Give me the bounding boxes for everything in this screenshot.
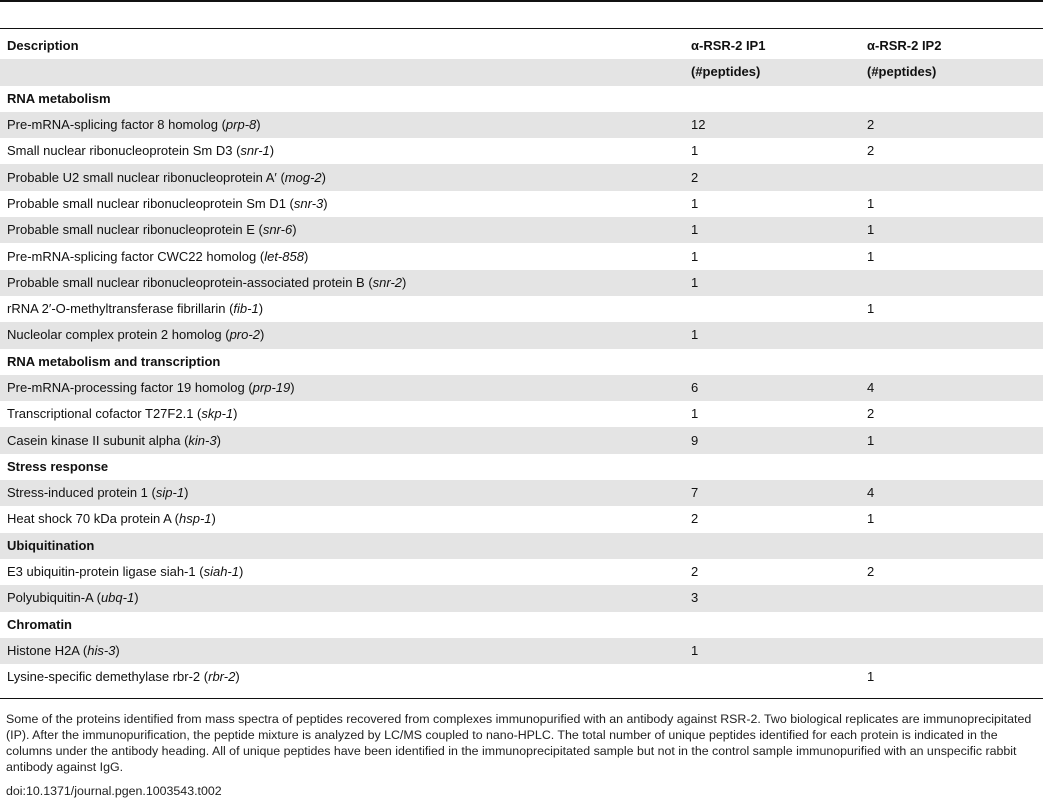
header-ip1: α-RSR-2 IP1 — [691, 38, 766, 54]
header-subrow — [0, 59, 1043, 85]
section-row — [0, 454, 1043, 480]
gene-name: let-858 — [264, 248, 304, 264]
gene-name: ubq-1 — [100, 590, 135, 606]
table-row — [0, 585, 1043, 611]
ip2-count: 1 — [860, 217, 1043, 243]
section-blank — [684, 533, 860, 559]
header-ip1-sub: (#peptides) — [684, 59, 860, 85]
protein-name: Small nuclear ribonucleoprotein Sm D3 — [7, 143, 233, 159]
table-row — [0, 112, 1043, 138]
table-row — [0, 270, 1043, 296]
ip1-count: 12 — [684, 112, 860, 138]
ip2-count — [860, 322, 1043, 348]
protein-description: Transcriptional cofactor T27F2.1 (skp-1) — [7, 406, 238, 422]
header-blank — [0, 59, 684, 85]
ip1-count: 1 — [684, 322, 860, 348]
table-row — [0, 243, 1043, 269]
protein-name: rRNA 2′-O-methyltransferase fibrillarin — [7, 301, 226, 317]
table-row — [0, 638, 1043, 664]
protein-name: Probable small nuclear ribonucleoprotein-associated protein B — [7, 274, 365, 290]
gene-name: siah-1 — [203, 564, 239, 580]
ip2-count: 1 — [867, 248, 875, 264]
table-row — [0, 427, 1043, 453]
protein-name: Casein kinase II subunit alpha — [7, 432, 181, 448]
protein-description: Casein kinase II subunit alpha (kin-3) — [0, 427, 684, 453]
table-row — [0, 480, 1043, 506]
section-row — [0, 612, 1043, 638]
protein-description: Polyubiquitin-A (ubq-1) — [0, 585, 684, 611]
section-row — [0, 86, 1043, 112]
gene-name: hsp-1 — [179, 511, 212, 527]
gene-name: snr-6 — [262, 222, 293, 238]
ip1-count: 2 — [684, 164, 860, 190]
table-row — [0, 506, 1043, 532]
ip2-count: 4 — [860, 375, 1043, 401]
section-blank — [684, 454, 860, 480]
gene-name: fib-1 — [233, 301, 259, 317]
ip2-count: 4 — [860, 480, 1043, 506]
ip2-count: 2 — [867, 143, 875, 159]
protein-description: Probable small nuclear ribonucleoprotein Sm D1 (snr-3) — [7, 195, 328, 211]
ip1-count — [684, 296, 860, 322]
ip2-count: 1 — [867, 301, 875, 317]
ip2-count — [860, 585, 1043, 611]
ip2-count — [860, 270, 1043, 296]
gene-name: snr-3 — [293, 195, 324, 211]
ip1-count: 1 — [684, 638, 860, 664]
doi-line: doi:10.1371/journal.pgen.1003543.t002 — [6, 784, 222, 798]
gene-name: rbr-2 — [208, 669, 236, 685]
ip1-count: 2 — [691, 564, 699, 580]
header-ip2: α-RSR-2 IP2 — [867, 38, 942, 54]
protein-name: Nucleolar complex protein 2 homolog — [7, 327, 222, 343]
header-ip2-sub: (#peptides) — [860, 59, 1043, 85]
protein-name: Pre-mRNA-splicing factor 8 homolog — [7, 117, 218, 133]
table-row — [0, 191, 1043, 217]
header-row — [0, 33, 1043, 59]
gene-name: sip-1 — [155, 485, 185, 501]
table-row — [0, 401, 1043, 427]
section-blank — [684, 349, 860, 375]
ip2-count: 2 — [860, 112, 1043, 138]
table-row — [0, 217, 1043, 243]
protein-description: Probable small nuclear ribonucleoprotein E (snr-6) — [0, 217, 684, 243]
protein-name: Probable small nuclear ribonucleoprotein Sm D1 — [7, 195, 286, 211]
protein-description: Probable U2 small nuclear ribonucleoprotein A′ (mog-2) — [0, 164, 684, 190]
protein-description: Pre-mRNA-splicing factor 8 homolog (prp-8) — [0, 112, 684, 138]
protein-name: Histone H2A — [7, 642, 80, 658]
bottom-rule — [0, 698, 1043, 699]
section-label: Chromatin — [7, 616, 72, 632]
top-rule — [0, 0, 1043, 2]
section-label: RNA metabolism and transcription — [7, 353, 221, 369]
ip2-count: 2 — [867, 564, 875, 580]
gene-name: kin-3 — [188, 432, 217, 448]
protein-description: Stress-induced protein 1 (sip-1) — [0, 480, 684, 506]
gene-name: skp-1 — [201, 406, 234, 422]
table-row — [0, 296, 1043, 322]
ip1-count: 2 — [691, 511, 699, 527]
protein-name: Stress-induced protein 1 — [7, 485, 148, 501]
ip1-count: 1 — [684, 270, 860, 296]
protein-description: Lysine-specific demethylase rbr-2 (rbr-2) — [7, 669, 240, 685]
section-blank — [860, 533, 1043, 559]
ip2-count: 1 — [867, 511, 875, 527]
table-row — [0, 559, 1043, 585]
section-blank — [860, 612, 1043, 638]
ip1-count: 1 — [691, 406, 699, 422]
ip1-count: 1 — [691, 195, 699, 211]
table-body — [0, 86, 1043, 691]
protein-name: Pre-mRNA-processing factor 19 homolog — [7, 380, 245, 395]
section-blank — [684, 86, 860, 112]
protein-name: Heat shock 70 kDa protein A — [7, 511, 172, 527]
protein-description: Small nuclear ribonucleoprotein Sm D3 (snr-1) — [7, 143, 275, 159]
section-row — [0, 533, 1043, 559]
table-row — [0, 664, 1043, 690]
table-footnote: Some of the proteins identified from mass spectra of peptides recovered from complexes immunopurified with an antibody against RSR-2. Two biological replicates are immunoprecipitated (IP). After the immunopurification, the peptide mixture is analyzed by LC/MS coupled to nano-HPLC. The total number of unique peptides identified for each protein is indicated in the columns under the antibody heading. All of unique peptides have been identified in the immunoprecipitated sample but not in the control sample immunopurified with an unspecific rabbit antibody against IgG. — [6, 712, 1032, 774]
section-blank — [860, 454, 1043, 480]
gene-name: mog-2 — [284, 169, 322, 185]
section-blank — [684, 612, 860, 638]
protein-name: E3 ubiquitin-protein ligase siah-1 — [7, 564, 196, 580]
table-row — [0, 322, 1043, 348]
gene-name: prp-19 — [252, 380, 291, 395]
protein-name: Polyubiquitin-A — [7, 590, 93, 606]
protein-description: Nucleolar complex protein 2 homolog (pro-2) — [0, 322, 684, 348]
section-label: RNA metabolism — [7, 90, 111, 106]
section-blank — [860, 86, 1043, 112]
protein-name: Pre-mRNA-splicing factor CWC22 homolog — [7, 248, 257, 264]
header-description: Description — [7, 38, 79, 54]
protein-description: E3 ubiquitin-protein ligase siah-1 (siah-1) — [7, 564, 244, 580]
ip2-count: 1 — [860, 427, 1043, 453]
protein-name: Transcriptional cofactor T27F2.1 — [7, 406, 194, 422]
table-row — [0, 375, 1043, 401]
ip1-count: 6 — [684, 375, 860, 401]
protein-name: Probable small nuclear ribonucleoprotein E — [7, 222, 255, 238]
peptide-table — [0, 33, 1043, 690]
section-label: Stress response — [7, 458, 109, 474]
ip2-count — [860, 164, 1043, 190]
protein-description: Heat shock 70 kDa protein A (hsp-1) — [7, 511, 216, 527]
gene-name: his-3 — [87, 642, 116, 658]
header-rule — [0, 28, 1043, 29]
table-row — [0, 164, 1043, 190]
gene-name: snr-1 — [240, 143, 270, 159]
ip1-count: 9 — [684, 427, 860, 453]
ip2-count — [860, 638, 1043, 664]
ip1-count: 1 — [684, 217, 860, 243]
ip1-count: 7 — [684, 480, 860, 506]
ip1-count: 1 — [691, 248, 699, 264]
section-row — [0, 349, 1043, 375]
protein-description: rRNA 2′-O-methyltransferase fibrillarin (fib-1) — [7, 301, 264, 317]
ip1-count — [684, 664, 860, 690]
protein-description: Pre-mRNA-splicing factor CWC22 homolog (let-858) — [7, 248, 309, 264]
section-label: Ubiquitination — [0, 533, 684, 559]
gene-name: snr-2 — [372, 274, 403, 290]
ip2-count: 2 — [867, 406, 875, 422]
protein-description: Histone H2A (his-3) — [0, 638, 684, 664]
protein-name: Lysine-specific demethylase rbr-2 — [7, 669, 201, 685]
ip1-count: 3 — [684, 585, 860, 611]
ip1-count: 1 — [691, 143, 699, 159]
gene-name: pro-2 — [229, 327, 260, 343]
protein-description: Probable small nuclear ribonucleoprotein-associated protein B (snr-2) — [0, 270, 684, 296]
gene-name: prp-8 — [225, 117, 257, 133]
ip2-count: 1 — [867, 195, 875, 211]
section-blank — [860, 349, 1043, 375]
protein-name: Probable U2 small nuclear ribonucleoprotein A′ — [7, 169, 277, 185]
table-row — [0, 138, 1043, 164]
protein-description: Pre-mRNA-processing factor 19 homolog (prp-19) — [0, 375, 684, 401]
ip2-count: 1 — [867, 669, 875, 685]
